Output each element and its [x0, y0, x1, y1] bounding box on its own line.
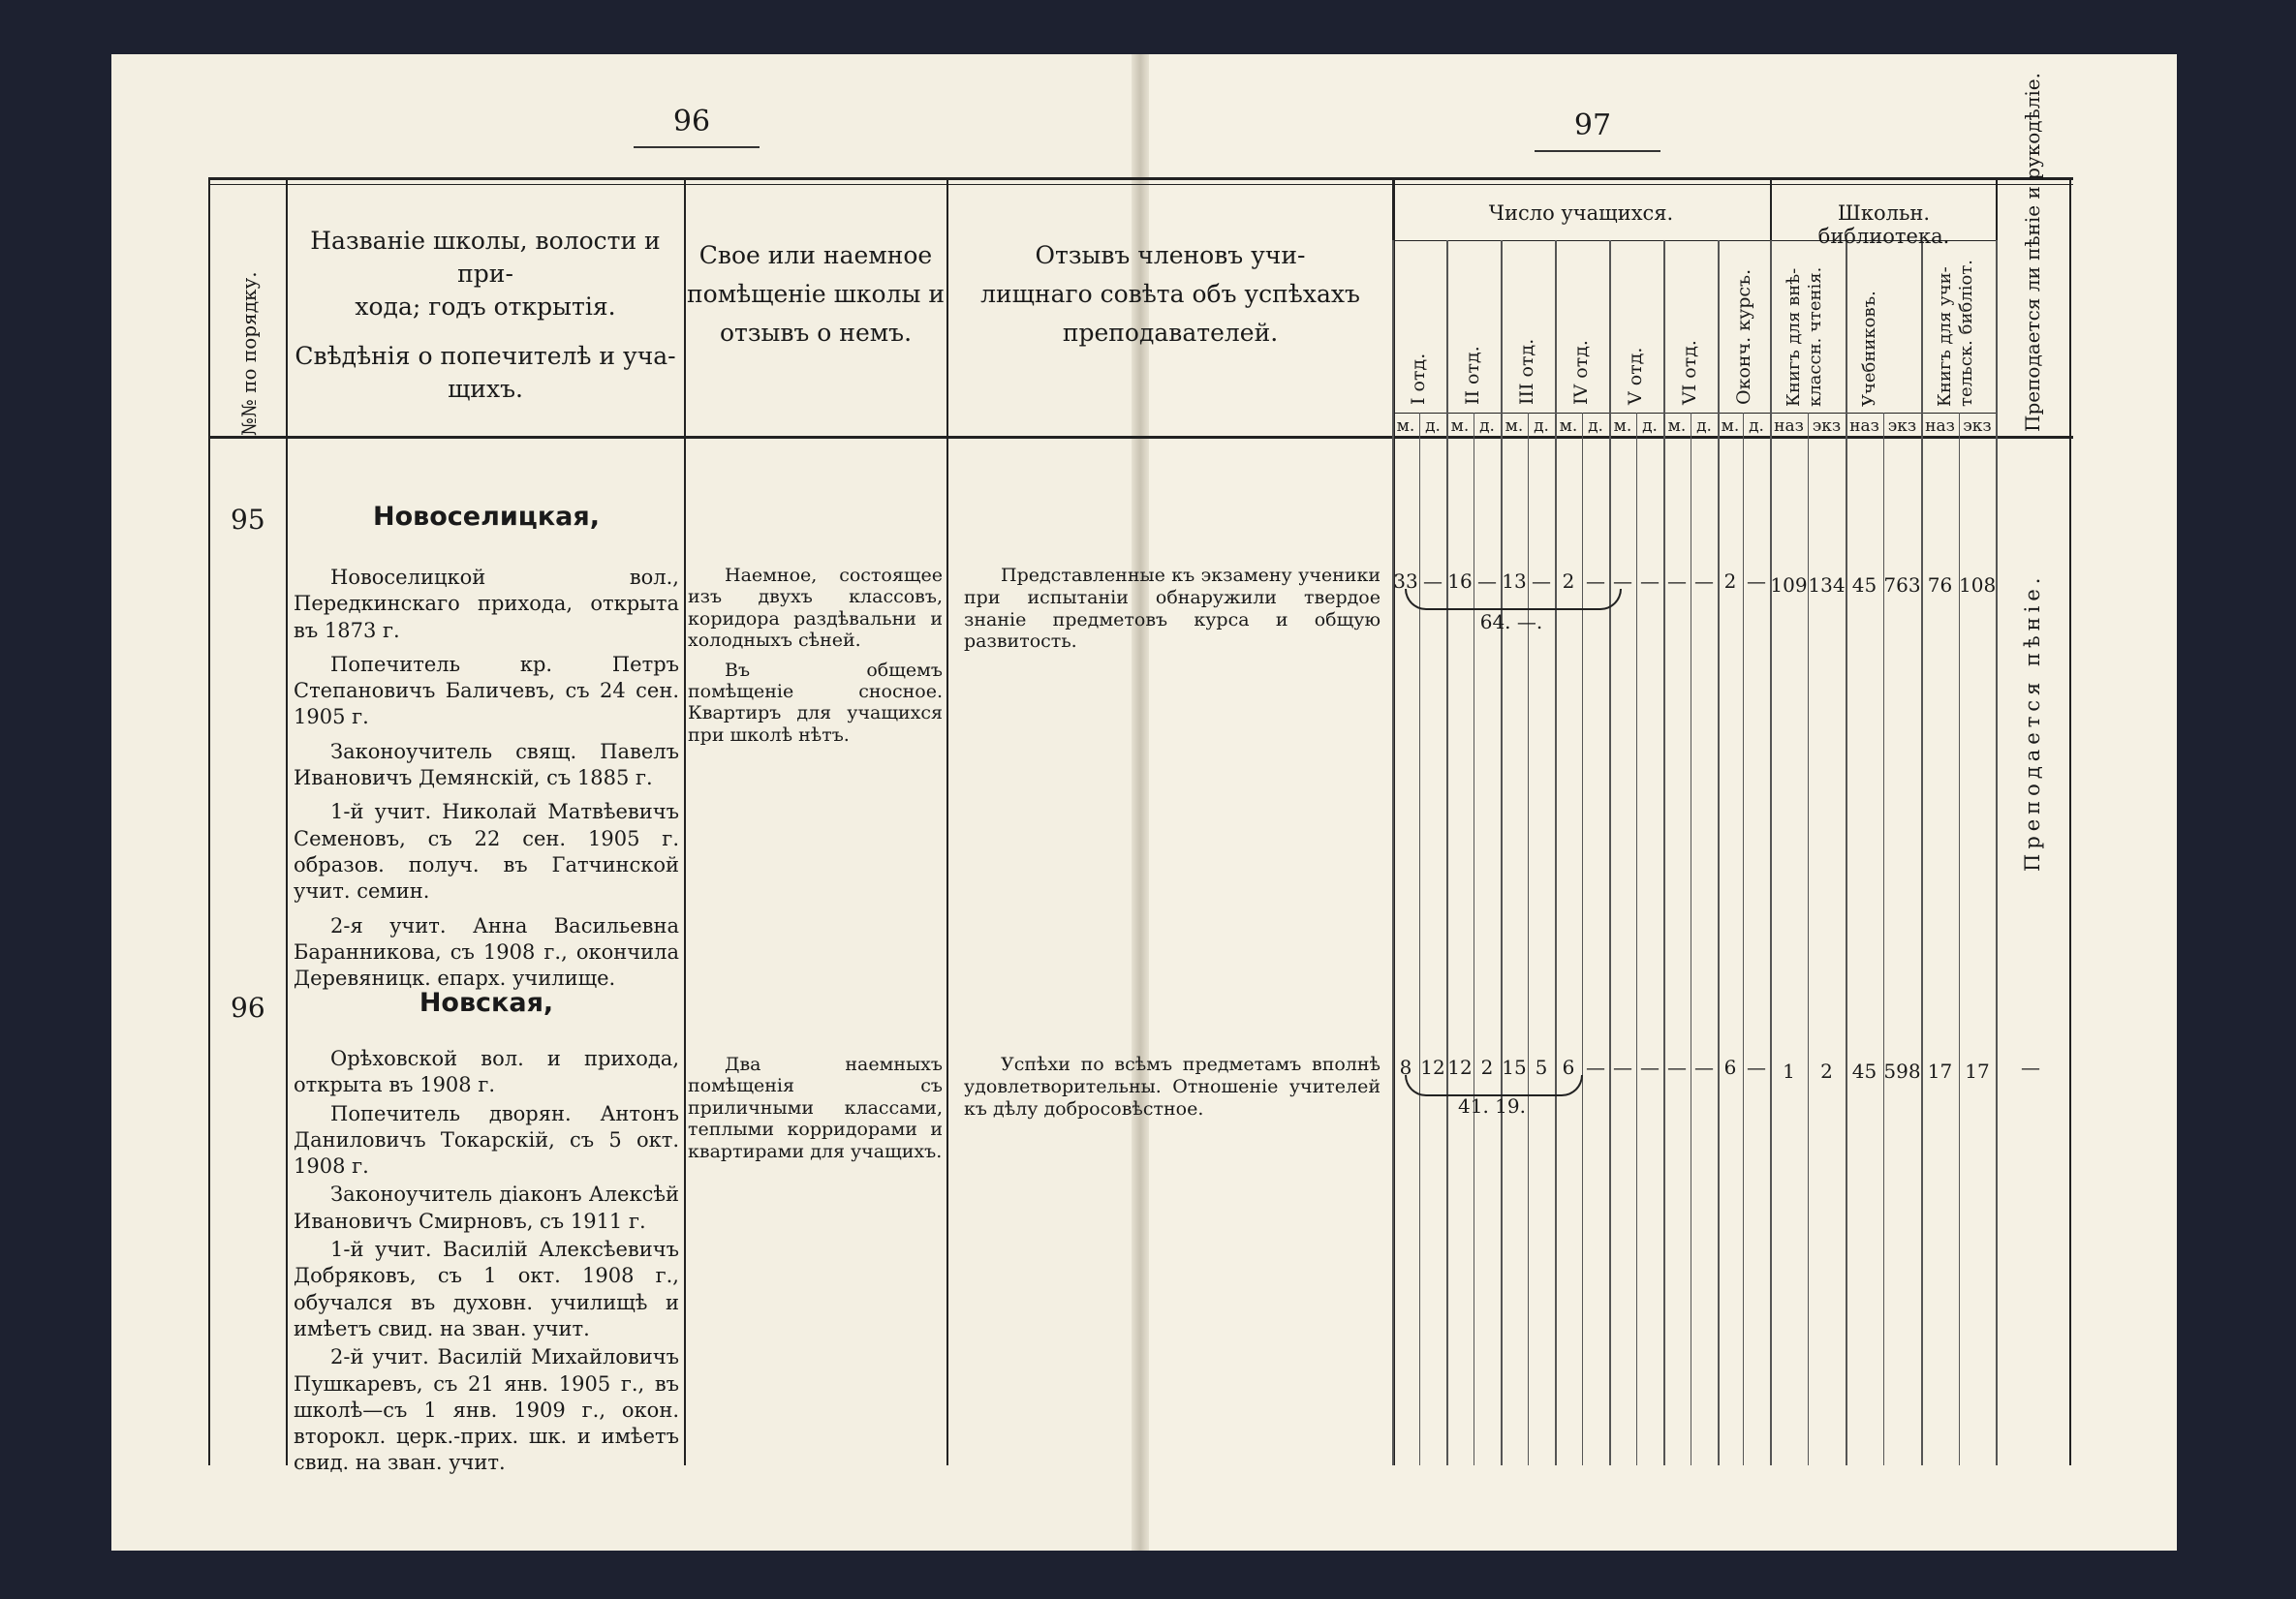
student-count-cell: —	[1667, 1056, 1687, 1079]
grade-header: VI отд.	[1679, 340, 1700, 405]
col-rule-1	[286, 177, 288, 1465]
students-group-rule	[1392, 240, 1770, 241]
student-count-cell: 12	[1420, 1056, 1445, 1079]
student-count-cell: —	[1532, 569, 1551, 593]
student-count-cell: 13	[1502, 569, 1527, 593]
header-premises-col: Свое или наемное помѣщеніе школы и отзывъ о немъ.	[687, 241, 945, 347]
library-count-cell: 17	[1927, 1060, 1953, 1083]
library-count-cell: 1	[1783, 1060, 1795, 1083]
premises-96: Два наемныхъ помѣщенія съ приличными классами, теплыми корридорами и квартирами для учащихъ.	[688, 1054, 943, 1162]
student-count-cell: —	[1640, 569, 1660, 593]
subheader-cell: м.	[1450, 416, 1470, 436]
grade-header: Оконч. курсъ.	[1733, 268, 1754, 405]
library-count-cell: 109	[1770, 573, 1808, 597]
grade-header: IV отд.	[1570, 340, 1592, 405]
library-count-cell: 763	[1883, 573, 1921, 597]
student-count-cell: —	[1423, 569, 1443, 593]
row-number-96: 96	[231, 992, 265, 1024]
subheader-cell: д.	[1696, 416, 1712, 436]
review-96: Успѣхи по всѣмъ предметамъ вполнѣ удовлетворительны. Отношеніе учителей къ дѣлу добросовѣстное.	[964, 1054, 1381, 1120]
header-review-col: Отзывъ членовъ учи- лищнаго совѣта объ успѣхахъ преподавателей.	[980, 241, 1360, 347]
subheader-cell: д.	[1642, 416, 1658, 436]
subheader-cell: экз	[1963, 416, 1992, 436]
student-count-cell: 15	[1502, 1056, 1527, 1079]
grade-header: V отд.	[1625, 347, 1646, 405]
subhead-rule	[1392, 413, 1996, 414]
library-group-header: Школьн. библиотека.	[1817, 201, 1950, 248]
library-col-rule	[1959, 413, 1960, 1465]
library-count-cell: 598	[1883, 1060, 1921, 1083]
student-count-cell: 2	[1562, 569, 1575, 593]
table-top-rule	[208, 177, 2073, 180]
table-top-rule-thin	[208, 184, 2073, 185]
student-count-cell: —	[1667, 569, 1687, 593]
library-count-cell: 45	[1851, 1060, 1877, 1083]
subheader-cell: наз	[1849, 416, 1879, 436]
library-count-cell: 17	[1965, 1060, 1990, 1083]
student-count-cell: 12	[1447, 1056, 1473, 1079]
student-count-cell: —	[1640, 1056, 1660, 1079]
students-group-header: Число учащихся.	[1488, 201, 1674, 225]
col-rule-7	[2069, 177, 2071, 1465]
student-count-cell: —	[1586, 1056, 1605, 1079]
school-info-96: Орѣховской вол. и прихода, открыта въ 1908 г. Попечитель дворян. Антонъ Даниловичъ Токарскій, съ 5 окт. 1908 г. Законоучитель діаконъ Алексѣй Ивановичъ Смирновъ, съ 1911 г. 1-й учит. Василій Алексѣевичъ Добряковъ, съ 1 окт. 1908 г., обучался въ духовн. училищѣ и имѣетъ свид. на зван. учит. 2-й учит. Василій Михайловичъ Пушкаревъ, съ 21 янв. 1905 г., въ школѣ—съ 1 янв. 1909 г., окон. второкл. церк.-прих. шк. и имѣетъ свид. на зван. учит.	[294, 1047, 679, 1475]
student-count-cell: —	[1694, 1056, 1714, 1079]
library-col-rule	[1883, 413, 1884, 1465]
grade-header: I отд.	[1408, 353, 1429, 405]
student-count-cell: 5	[1535, 1056, 1548, 1079]
subheader-cell: м.	[1505, 416, 1524, 436]
library-col-rule	[1808, 413, 1809, 1465]
subheader-cell: д.	[1425, 416, 1441, 436]
subheader-cell: д.	[1534, 416, 1549, 436]
col-rule-0	[208, 177, 210, 1465]
total-brace-95	[1405, 589, 1622, 610]
subheader-cell: д.	[1749, 416, 1764, 436]
library-header: Книгъ для внѣ-классн. чтенія.	[1784, 266, 1825, 407]
student-count-cell: —	[1613, 1056, 1632, 1079]
subheader-cell: д.	[1588, 416, 1603, 436]
header-singing-col: Преподается ли пѣніе и рукодѣліе.	[2021, 73, 2044, 432]
subheader-cell: м.	[1721, 416, 1740, 436]
library-count-cell: 108	[1959, 573, 1997, 597]
page-number-right: 97	[1535, 108, 1651, 152]
library-col-rule	[1996, 240, 1998, 1465]
subheader-cell: м.	[1613, 416, 1632, 436]
student-count-cell: —	[1747, 569, 1766, 593]
header-number-col: №№ по порядку.	[237, 271, 261, 436]
student-count-cell: —	[1477, 569, 1497, 593]
student-count-cell: 6	[1562, 1056, 1575, 1079]
student-count-cell: —	[1747, 1056, 1766, 1079]
student-count-cell: 33	[1393, 569, 1418, 593]
col-rule-2	[684, 177, 686, 1465]
total-brace-96	[1405, 1075, 1583, 1096]
student-count-cell: 6	[1723, 1056, 1737, 1079]
header-name-col: Названіе школы, волости и при- хода; годъ открытія. Свѣдѣнія о попечителѣ и уча- щихъ.	[295, 227, 676, 403]
review-95: Представленные къ экзамену ученики при испытаніи обнаружили твердое знаніе предметовъ курса и общую развитость.	[964, 565, 1381, 653]
student-count-cell: —	[1586, 569, 1605, 593]
subheader-cell: экз	[1887, 416, 1917, 436]
student-count-cell: 2	[1480, 1056, 1494, 1079]
total-96: 41. 19.	[1458, 1094, 1526, 1118]
student-count-cell: 2	[1723, 569, 1737, 593]
student-count-cell: 16	[1447, 569, 1473, 593]
row-number-95: 95	[231, 504, 265, 536]
library-header: Книгъ для учи-тельск. библіот.	[1935, 260, 1976, 407]
premises-95: Наемное, состоящее изъ двухъ классовъ, коридора раздѣвальни и холодныхъ сѣней. Въ общемъ помѣщеніе сносное. Квартиръ для учащихся при школѣ нѣтъ.	[688, 565, 943, 746]
school-name-96: Новская,	[419, 988, 554, 1018]
school-name-95: Новоселицкая,	[373, 502, 600, 532]
subheader-cell: д.	[1479, 416, 1495, 436]
library-count-cell: 76	[1927, 573, 1953, 597]
library-header: Учебниковъ.	[1859, 291, 1879, 407]
subheader-cell: м.	[1559, 416, 1578, 436]
library-count-cell: 45	[1851, 573, 1877, 597]
col-rule-3	[946, 177, 948, 1465]
singing-96: —	[2021, 1056, 2040, 1079]
library-count-cell: 134	[1808, 573, 1846, 597]
page-number-left: 96	[634, 105, 750, 148]
total-95: 64. —.	[1479, 610, 1543, 633]
grade-header: III отд.	[1516, 338, 1537, 405]
school-info-95: Новоселицкой вол., Передкинскаго прихода, открыта въ 1873 г. Попечитель кр. Петръ Степановичъ Баличевъ, съ 24 сен. 1905 г. Законоучитель свящ. Павелъ Ивановичъ Демянскій, съ 1885 г. 1-й учит. Николай Матвѣевичъ Семеновъ, съ 22 сен. 1905 г. образов. получ. въ Гатчинской учит. семин. 2-я учит. Анна Васильевна Баранникова, съ 1908 г., окончила Деревяницк. епарх. училище.	[294, 566, 679, 991]
singing-95: Преподается пѣніе.	[2021, 572, 2044, 872]
library-count-cell: 2	[1820, 1060, 1833, 1083]
subheader-cell: наз	[1925, 416, 1955, 436]
subheader-cell: экз	[1812, 416, 1842, 436]
student-count-cell: —	[1613, 569, 1632, 593]
subheader-cell: м.	[1396, 416, 1415, 436]
student-count-cell: 8	[1399, 1056, 1412, 1079]
student-count-cell: —	[1694, 569, 1714, 593]
header-bottom-rule	[208, 436, 2073, 439]
show-through-text	[320, 189, 326, 209]
subheader-cell: м.	[1667, 416, 1687, 436]
subheader-cell: наз	[1774, 416, 1804, 436]
grade-header: II отд.	[1462, 346, 1483, 405]
